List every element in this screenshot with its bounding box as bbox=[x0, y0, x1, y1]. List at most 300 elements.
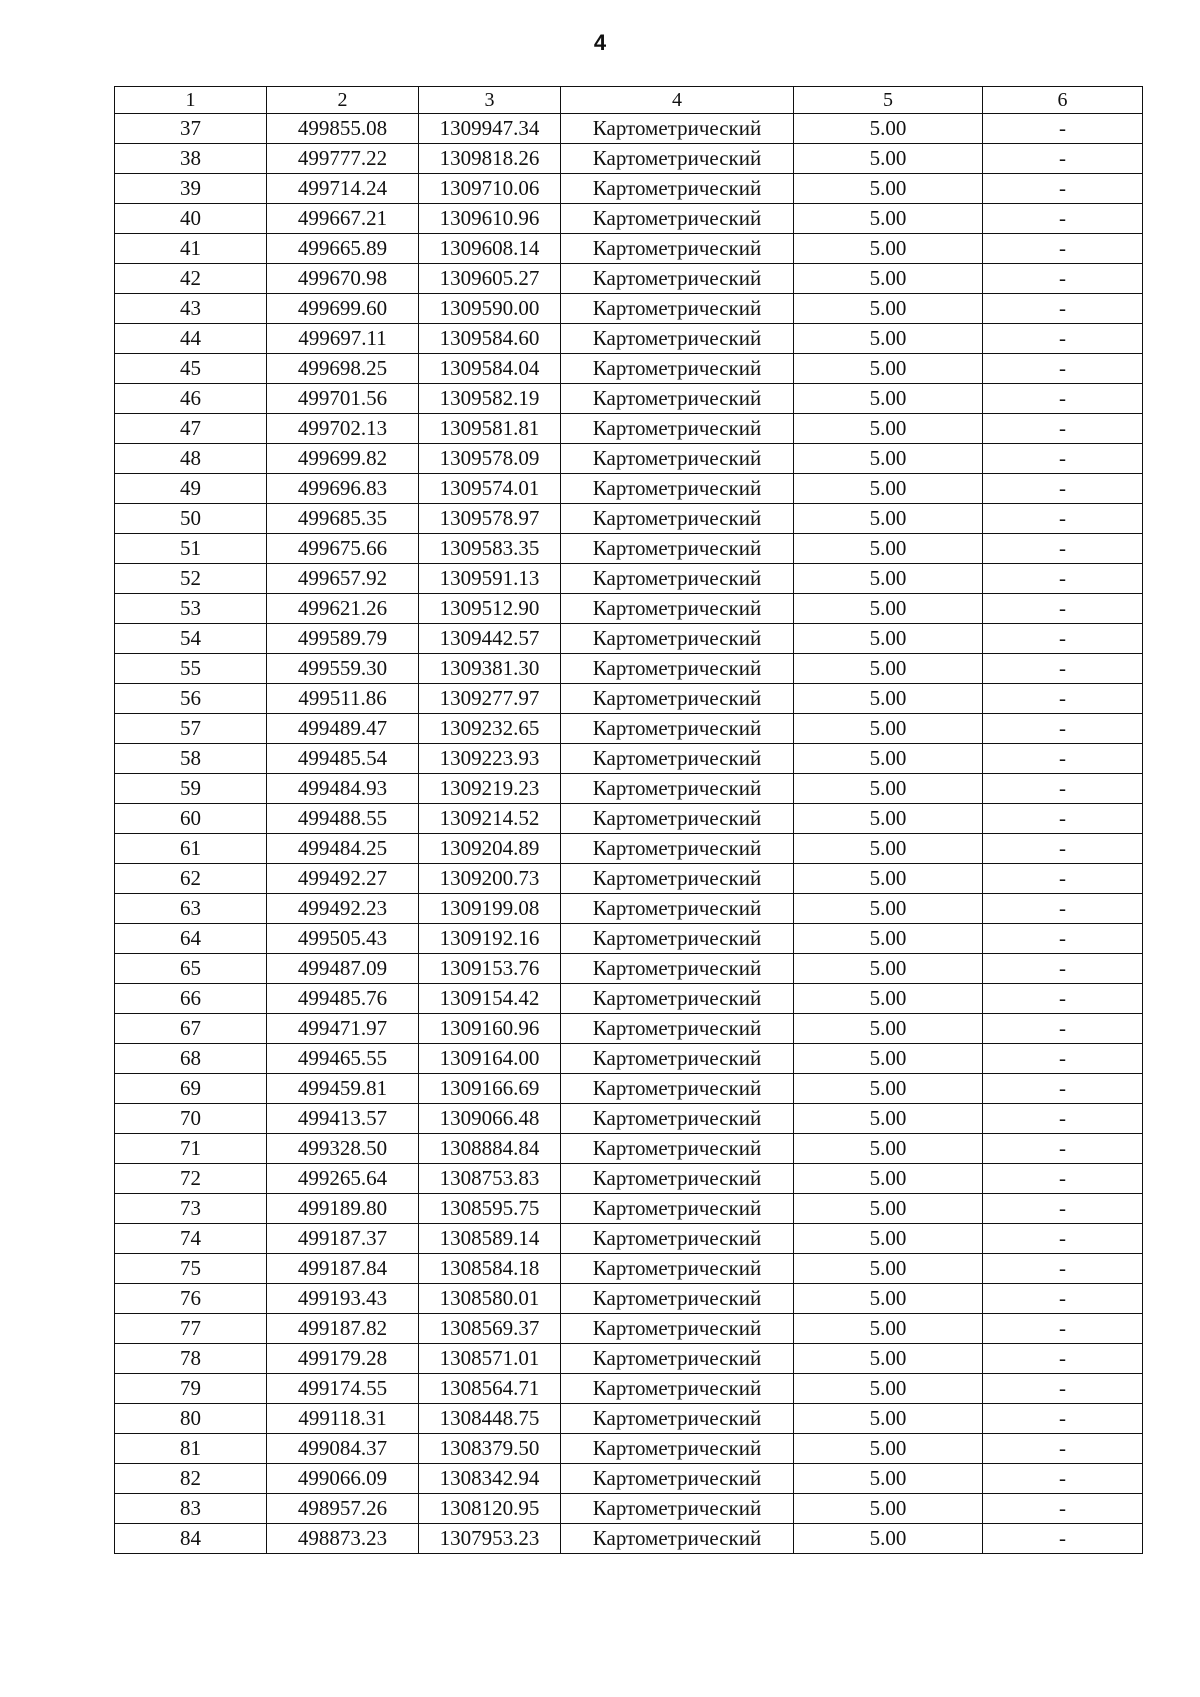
y-coordinate-cell: 1309204.89 bbox=[419, 834, 561, 864]
y-coordinate-cell: 1309710.06 bbox=[419, 174, 561, 204]
x-coordinate-cell: 499699.82 bbox=[267, 444, 419, 474]
accuracy-cell: 5.00 bbox=[794, 144, 983, 174]
table-row bbox=[115, 1104, 1143, 1134]
table-row bbox=[115, 1074, 1143, 1104]
method-cell: Картометрический bbox=[561, 954, 794, 984]
x-coordinate-cell: 499701.56 bbox=[267, 384, 419, 414]
x-coordinate-cell: 499193.43 bbox=[267, 1284, 419, 1314]
x-coordinate-cell: 499657.92 bbox=[267, 564, 419, 594]
point-number-cell: 43 bbox=[115, 294, 267, 324]
point-number-cell: 51 bbox=[115, 534, 267, 564]
point-number-cell: 47 bbox=[115, 414, 267, 444]
y-coordinate-cell: 1309153.76 bbox=[419, 954, 561, 984]
method-cell: Картометрический bbox=[561, 204, 794, 234]
x-coordinate-cell: 499459.81 bbox=[267, 1074, 419, 1104]
description-cell: - bbox=[983, 864, 1143, 894]
accuracy-cell: 5.00 bbox=[794, 1344, 983, 1374]
description-cell: - bbox=[983, 1224, 1143, 1254]
x-coordinate-cell: 499485.76 bbox=[267, 984, 419, 1014]
method-cell: Картометрический bbox=[561, 114, 794, 144]
table-row bbox=[115, 654, 1143, 684]
method-cell: Картометрический bbox=[561, 174, 794, 204]
x-coordinate-cell: 499187.82 bbox=[267, 1314, 419, 1344]
x-coordinate-cell: 499699.60 bbox=[267, 294, 419, 324]
point-number-cell: 68 bbox=[115, 1044, 267, 1074]
method-cell: Картометрический bbox=[561, 1314, 794, 1344]
point-number-cell: 44 bbox=[115, 324, 267, 354]
point-number-cell: 72 bbox=[115, 1164, 267, 1194]
description-cell: - bbox=[983, 804, 1143, 834]
table-row bbox=[115, 1404, 1143, 1434]
table-row bbox=[115, 1464, 1143, 1494]
accuracy-cell: 5.00 bbox=[794, 864, 983, 894]
method-cell: Картометрический bbox=[561, 1134, 794, 1164]
description-cell: - bbox=[983, 1044, 1143, 1074]
table-row bbox=[115, 1044, 1143, 1074]
x-coordinate-cell: 499702.13 bbox=[267, 414, 419, 444]
method-cell: Картометрический bbox=[561, 774, 794, 804]
page-number: 4 bbox=[593, 30, 607, 55]
method-cell: Картометрический bbox=[561, 234, 794, 264]
point-number-cell: 55 bbox=[115, 654, 267, 684]
method-cell: Картометрический bbox=[561, 654, 794, 684]
description-cell: - bbox=[983, 264, 1143, 294]
method-cell: Картометрический bbox=[561, 324, 794, 354]
accuracy-cell: 5.00 bbox=[794, 174, 983, 204]
description-cell: - bbox=[983, 114, 1143, 144]
method-cell: Картометрический bbox=[561, 144, 794, 174]
table-row bbox=[115, 744, 1143, 774]
description-cell: - bbox=[983, 474, 1143, 504]
point-number-cell: 45 bbox=[115, 354, 267, 384]
description-cell: - bbox=[983, 504, 1143, 534]
y-coordinate-cell: 1309166.69 bbox=[419, 1074, 561, 1104]
point-number-cell: 53 bbox=[115, 594, 267, 624]
table-row bbox=[115, 1194, 1143, 1224]
x-coordinate-cell: 499777.22 bbox=[267, 144, 419, 174]
method-cell: Картометрический bbox=[561, 1074, 794, 1104]
accuracy-cell: 5.00 bbox=[794, 774, 983, 804]
x-coordinate-cell: 499187.37 bbox=[267, 1224, 419, 1254]
accuracy-cell: 5.00 bbox=[794, 1404, 983, 1434]
method-cell: Картометрический bbox=[561, 1194, 794, 1224]
accuracy-cell: 5.00 bbox=[794, 1434, 983, 1464]
table-row bbox=[115, 1374, 1143, 1404]
y-coordinate-cell: 1308571.01 bbox=[419, 1344, 561, 1374]
accuracy-cell: 5.00 bbox=[794, 114, 983, 144]
table-row bbox=[115, 1434, 1143, 1464]
x-coordinate-cell: 499621.26 bbox=[267, 594, 419, 624]
x-coordinate-cell: 499698.25 bbox=[267, 354, 419, 384]
y-coordinate-cell: 1309578.97 bbox=[419, 504, 561, 534]
description-cell: - bbox=[983, 324, 1143, 354]
x-coordinate-cell: 499084.37 bbox=[267, 1434, 419, 1464]
method-cell: Картометрический bbox=[561, 264, 794, 294]
description-cell: - bbox=[983, 1344, 1143, 1374]
method-cell: Картометрический bbox=[561, 1014, 794, 1044]
accuracy-cell: 5.00 bbox=[794, 534, 983, 564]
table-row bbox=[115, 1134, 1143, 1164]
accuracy-cell: 5.00 bbox=[794, 714, 983, 744]
table-row bbox=[115, 324, 1143, 354]
method-cell: Картометрический bbox=[561, 1494, 794, 1524]
point-number-cell: 63 bbox=[115, 894, 267, 924]
table-row bbox=[115, 384, 1143, 414]
table-row bbox=[115, 414, 1143, 444]
point-number-cell: 80 bbox=[115, 1404, 267, 1434]
table-header-row bbox=[115, 87, 1143, 114]
accuracy-cell: 5.00 bbox=[794, 1194, 983, 1224]
y-coordinate-cell: 1309381.30 bbox=[419, 654, 561, 684]
accuracy-cell: 5.00 bbox=[794, 684, 983, 714]
table-row bbox=[115, 1344, 1143, 1374]
y-coordinate-cell: 1307953.23 bbox=[419, 1524, 561, 1554]
method-cell: Картометрический bbox=[561, 1224, 794, 1254]
accuracy-cell: 5.00 bbox=[794, 654, 983, 684]
accuracy-cell: 5.00 bbox=[794, 564, 983, 594]
point-number-cell: 46 bbox=[115, 384, 267, 414]
method-cell: Картометрический bbox=[561, 1284, 794, 1314]
description-cell: - bbox=[983, 234, 1143, 264]
accuracy-cell: 5.00 bbox=[794, 1314, 983, 1344]
y-coordinate-cell: 1309608.14 bbox=[419, 234, 561, 264]
x-coordinate-cell: 499118.31 bbox=[267, 1404, 419, 1434]
x-coordinate-cell: 499505.43 bbox=[267, 924, 419, 954]
x-coordinate-cell: 499696.83 bbox=[267, 474, 419, 504]
x-coordinate-cell: 499670.98 bbox=[267, 264, 419, 294]
table-row bbox=[115, 1254, 1143, 1284]
y-coordinate-cell: 1309232.65 bbox=[419, 714, 561, 744]
description-cell: - bbox=[983, 984, 1143, 1014]
table-row bbox=[115, 444, 1143, 474]
y-coordinate-cell: 1308569.37 bbox=[419, 1314, 561, 1344]
description-cell: - bbox=[983, 834, 1143, 864]
table-row bbox=[115, 1524, 1143, 1554]
y-coordinate-cell: 1309582.19 bbox=[419, 384, 561, 414]
x-coordinate-cell: 499489.47 bbox=[267, 714, 419, 744]
y-coordinate-cell: 1309199.08 bbox=[419, 894, 561, 924]
table-row bbox=[115, 294, 1143, 324]
table-row bbox=[115, 804, 1143, 834]
table-row bbox=[115, 1284, 1143, 1314]
description-cell: - bbox=[983, 594, 1143, 624]
x-coordinate-cell: 499675.66 bbox=[267, 534, 419, 564]
point-number-cell: 37 bbox=[115, 114, 267, 144]
y-coordinate-cell: 1308584.18 bbox=[419, 1254, 561, 1284]
point-number-cell: 76 bbox=[115, 1284, 267, 1314]
table-body bbox=[115, 87, 1143, 1554]
x-coordinate-cell: 499685.35 bbox=[267, 504, 419, 534]
point-number-cell: 58 bbox=[115, 744, 267, 774]
description-cell: - bbox=[983, 714, 1143, 744]
accuracy-cell: 5.00 bbox=[794, 1014, 983, 1044]
method-cell: Картометрический bbox=[561, 474, 794, 504]
point-number-cell: 81 bbox=[115, 1434, 267, 1464]
point-number-cell: 70 bbox=[115, 1104, 267, 1134]
table-row bbox=[115, 534, 1143, 564]
point-number-cell: 49 bbox=[115, 474, 267, 504]
point-number-cell: 69 bbox=[115, 1074, 267, 1104]
description-cell: - bbox=[983, 354, 1143, 384]
description-cell: - bbox=[983, 1374, 1143, 1404]
description-cell: - bbox=[983, 1134, 1143, 1164]
method-cell: Картометрический bbox=[561, 684, 794, 714]
method-cell: Картометрический bbox=[561, 444, 794, 474]
accuracy-cell: 5.00 bbox=[794, 1374, 983, 1404]
description-cell: - bbox=[983, 144, 1143, 174]
table-row bbox=[115, 984, 1143, 1014]
y-coordinate-cell: 1309223.93 bbox=[419, 744, 561, 774]
description-cell: - bbox=[983, 1254, 1143, 1284]
table-row bbox=[115, 834, 1143, 864]
accuracy-cell: 5.00 bbox=[794, 324, 983, 354]
x-coordinate-cell: 499492.23 bbox=[267, 894, 419, 924]
description-cell: - bbox=[983, 534, 1143, 564]
table-row bbox=[115, 474, 1143, 504]
accuracy-cell: 5.00 bbox=[794, 1134, 983, 1164]
method-cell: Картометрический bbox=[561, 924, 794, 954]
accuracy-cell: 5.00 bbox=[794, 1254, 983, 1284]
description-cell: - bbox=[983, 1524, 1143, 1554]
table-row bbox=[115, 1314, 1143, 1344]
point-number-cell: 64 bbox=[115, 924, 267, 954]
x-coordinate-cell: 499492.27 bbox=[267, 864, 419, 894]
method-cell: Картометрический bbox=[561, 624, 794, 654]
point-number-cell: 62 bbox=[115, 864, 267, 894]
y-coordinate-cell: 1309277.97 bbox=[419, 684, 561, 714]
method-cell: Картометрический bbox=[561, 414, 794, 444]
y-coordinate-cell: 1309590.00 bbox=[419, 294, 561, 324]
point-number-cell: 82 bbox=[115, 1464, 267, 1494]
method-cell: Картометрический bbox=[561, 564, 794, 594]
description-cell: - bbox=[983, 744, 1143, 774]
y-coordinate-cell: 1309066.48 bbox=[419, 1104, 561, 1134]
y-coordinate-cell: 1308120.95 bbox=[419, 1494, 561, 1524]
x-coordinate-cell: 499471.97 bbox=[267, 1014, 419, 1044]
x-coordinate-cell: 499589.79 bbox=[267, 624, 419, 654]
x-coordinate-cell: 499559.30 bbox=[267, 654, 419, 684]
description-cell: - bbox=[983, 1464, 1143, 1494]
description-cell: - bbox=[983, 924, 1143, 954]
accuracy-cell: 5.00 bbox=[794, 1464, 983, 1494]
description-cell: - bbox=[983, 654, 1143, 684]
y-coordinate-cell: 1308379.50 bbox=[419, 1434, 561, 1464]
y-coordinate-cell: 1308753.83 bbox=[419, 1164, 561, 1194]
accuracy-cell: 5.00 bbox=[794, 834, 983, 864]
method-cell: Картометрический bbox=[561, 1344, 794, 1374]
accuracy-cell: 5.00 bbox=[794, 894, 983, 924]
x-coordinate-cell: 499665.89 bbox=[267, 234, 419, 264]
y-coordinate-cell: 1309200.73 bbox=[419, 864, 561, 894]
table-row bbox=[115, 114, 1143, 144]
description-cell: - bbox=[983, 1014, 1143, 1044]
accuracy-cell: 5.00 bbox=[794, 414, 983, 444]
description-cell: - bbox=[983, 1404, 1143, 1434]
table-row bbox=[115, 564, 1143, 594]
y-coordinate-cell: 1309574.01 bbox=[419, 474, 561, 504]
accuracy-cell: 5.00 bbox=[794, 294, 983, 324]
y-coordinate-cell: 1309214.52 bbox=[419, 804, 561, 834]
x-coordinate-cell: 499697.11 bbox=[267, 324, 419, 354]
x-coordinate-cell: 499484.25 bbox=[267, 834, 419, 864]
accuracy-cell: 5.00 bbox=[794, 804, 983, 834]
point-number-cell: 57 bbox=[115, 714, 267, 744]
accuracy-cell: 5.00 bbox=[794, 984, 983, 1014]
method-cell: Картометрический bbox=[561, 714, 794, 744]
accuracy-cell: 5.00 bbox=[794, 1284, 983, 1314]
y-coordinate-cell: 1309581.81 bbox=[419, 414, 561, 444]
description-cell: - bbox=[983, 1194, 1143, 1224]
point-number-cell: 67 bbox=[115, 1014, 267, 1044]
description-cell: - bbox=[983, 894, 1143, 924]
point-number-cell: 54 bbox=[115, 624, 267, 654]
y-coordinate-cell: 1308448.75 bbox=[419, 1404, 561, 1434]
description-cell: - bbox=[983, 414, 1143, 444]
x-coordinate-cell: 499328.50 bbox=[267, 1134, 419, 1164]
method-cell: Картометрический bbox=[561, 744, 794, 774]
accuracy-cell: 5.00 bbox=[794, 594, 983, 624]
y-coordinate-cell: 1308884.84 bbox=[419, 1134, 561, 1164]
description-cell: - bbox=[983, 1074, 1143, 1104]
x-coordinate-cell: 499413.57 bbox=[267, 1104, 419, 1134]
y-coordinate-cell: 1309584.04 bbox=[419, 354, 561, 384]
x-coordinate-cell: 498873.23 bbox=[267, 1524, 419, 1554]
accuracy-cell: 5.00 bbox=[794, 384, 983, 414]
column-header: 4 bbox=[561, 87, 794, 114]
column-header: 5 bbox=[794, 87, 983, 114]
x-coordinate-cell: 499189.80 bbox=[267, 1194, 419, 1224]
table-row bbox=[115, 504, 1143, 534]
x-coordinate-cell: 499487.09 bbox=[267, 954, 419, 984]
method-cell: Картометрический bbox=[561, 864, 794, 894]
x-coordinate-cell: 499179.28 bbox=[267, 1344, 419, 1374]
method-cell: Картометрический bbox=[561, 1044, 794, 1074]
column-header: 3 bbox=[419, 87, 561, 114]
point-number-cell: 50 bbox=[115, 504, 267, 534]
description-cell: - bbox=[983, 174, 1143, 204]
accuracy-cell: 5.00 bbox=[794, 624, 983, 654]
y-coordinate-cell: 1308580.01 bbox=[419, 1284, 561, 1314]
table-row bbox=[115, 684, 1143, 714]
table-row bbox=[115, 864, 1143, 894]
accuracy-cell: 5.00 bbox=[794, 444, 983, 474]
accuracy-cell: 5.00 bbox=[794, 354, 983, 384]
accuracy-cell: 5.00 bbox=[794, 954, 983, 984]
table-row bbox=[115, 1494, 1143, 1524]
table-row bbox=[115, 1014, 1143, 1044]
description-cell: - bbox=[983, 294, 1143, 324]
y-coordinate-cell: 1309512.90 bbox=[419, 594, 561, 624]
point-number-cell: 59 bbox=[115, 774, 267, 804]
method-cell: Картометрический bbox=[561, 1104, 794, 1134]
accuracy-cell: 5.00 bbox=[794, 1044, 983, 1074]
y-coordinate-cell: 1308595.75 bbox=[419, 1194, 561, 1224]
y-coordinate-cell: 1309164.00 bbox=[419, 1044, 561, 1074]
description-cell: - bbox=[983, 1434, 1143, 1464]
y-coordinate-cell: 1309578.09 bbox=[419, 444, 561, 474]
point-number-cell: 83 bbox=[115, 1494, 267, 1524]
table-row bbox=[115, 1164, 1143, 1194]
point-number-cell: 66 bbox=[115, 984, 267, 1014]
accuracy-cell: 5.00 bbox=[794, 504, 983, 534]
coordinates-table bbox=[114, 86, 1143, 1554]
point-number-cell: 71 bbox=[115, 1134, 267, 1164]
y-coordinate-cell: 1308342.94 bbox=[419, 1464, 561, 1494]
accuracy-cell: 5.00 bbox=[794, 1104, 983, 1134]
y-coordinate-cell: 1309947.34 bbox=[419, 114, 561, 144]
y-coordinate-cell: 1309591.13 bbox=[419, 564, 561, 594]
accuracy-cell: 5.00 bbox=[794, 474, 983, 504]
description-cell: - bbox=[983, 564, 1143, 594]
description-cell: - bbox=[983, 684, 1143, 714]
description-cell: - bbox=[983, 1164, 1143, 1194]
point-number-cell: 73 bbox=[115, 1194, 267, 1224]
point-number-cell: 74 bbox=[115, 1224, 267, 1254]
table-row bbox=[115, 624, 1143, 654]
accuracy-cell: 5.00 bbox=[794, 744, 983, 774]
y-coordinate-cell: 1309192.16 bbox=[419, 924, 561, 954]
y-coordinate-cell: 1309610.96 bbox=[419, 204, 561, 234]
method-cell: Картометрический bbox=[561, 294, 794, 324]
y-coordinate-cell: 1309219.23 bbox=[419, 774, 561, 804]
point-number-cell: 84 bbox=[115, 1524, 267, 1554]
x-coordinate-cell: 499714.24 bbox=[267, 174, 419, 204]
accuracy-cell: 5.00 bbox=[794, 1524, 983, 1554]
table-row bbox=[115, 234, 1143, 264]
point-number-cell: 77 bbox=[115, 1314, 267, 1344]
point-number-cell: 38 bbox=[115, 144, 267, 174]
y-coordinate-cell: 1309584.60 bbox=[419, 324, 561, 354]
table-row bbox=[115, 174, 1143, 204]
column-header: 1 bbox=[115, 87, 267, 114]
x-coordinate-cell: 499485.54 bbox=[267, 744, 419, 774]
description-cell: - bbox=[983, 1104, 1143, 1134]
point-number-cell: 40 bbox=[115, 204, 267, 234]
table-row bbox=[115, 594, 1143, 624]
accuracy-cell: 5.00 bbox=[794, 234, 983, 264]
table-row bbox=[115, 144, 1143, 174]
accuracy-cell: 5.00 bbox=[794, 204, 983, 234]
y-coordinate-cell: 1309583.35 bbox=[419, 534, 561, 564]
point-number-cell: 52 bbox=[115, 564, 267, 594]
accuracy-cell: 5.00 bbox=[794, 1494, 983, 1524]
y-coordinate-cell: 1308564.71 bbox=[419, 1374, 561, 1404]
table-row bbox=[115, 894, 1143, 924]
description-cell: - bbox=[983, 774, 1143, 804]
method-cell: Картометрический bbox=[561, 894, 794, 924]
method-cell: Картометрический bbox=[561, 1434, 794, 1464]
point-number-cell: 48 bbox=[115, 444, 267, 474]
x-coordinate-cell: 499066.09 bbox=[267, 1464, 419, 1494]
x-coordinate-cell: 498957.26 bbox=[267, 1494, 419, 1524]
x-coordinate-cell: 499265.64 bbox=[267, 1164, 419, 1194]
x-coordinate-cell: 499511.86 bbox=[267, 684, 419, 714]
method-cell: Картометрический bbox=[561, 1404, 794, 1434]
point-number-cell: 65 bbox=[115, 954, 267, 984]
method-cell: Картометрический bbox=[561, 354, 794, 384]
x-coordinate-cell: 499488.55 bbox=[267, 804, 419, 834]
point-number-cell: 60 bbox=[115, 804, 267, 834]
y-coordinate-cell: 1309818.26 bbox=[419, 144, 561, 174]
x-coordinate-cell: 499174.55 bbox=[267, 1374, 419, 1404]
point-number-cell: 61 bbox=[115, 834, 267, 864]
point-number-cell: 41 bbox=[115, 234, 267, 264]
table-row bbox=[115, 264, 1143, 294]
description-cell: - bbox=[983, 204, 1143, 234]
point-number-cell: 39 bbox=[115, 174, 267, 204]
point-number-cell: 75 bbox=[115, 1254, 267, 1284]
y-coordinate-cell: 1309605.27 bbox=[419, 264, 561, 294]
